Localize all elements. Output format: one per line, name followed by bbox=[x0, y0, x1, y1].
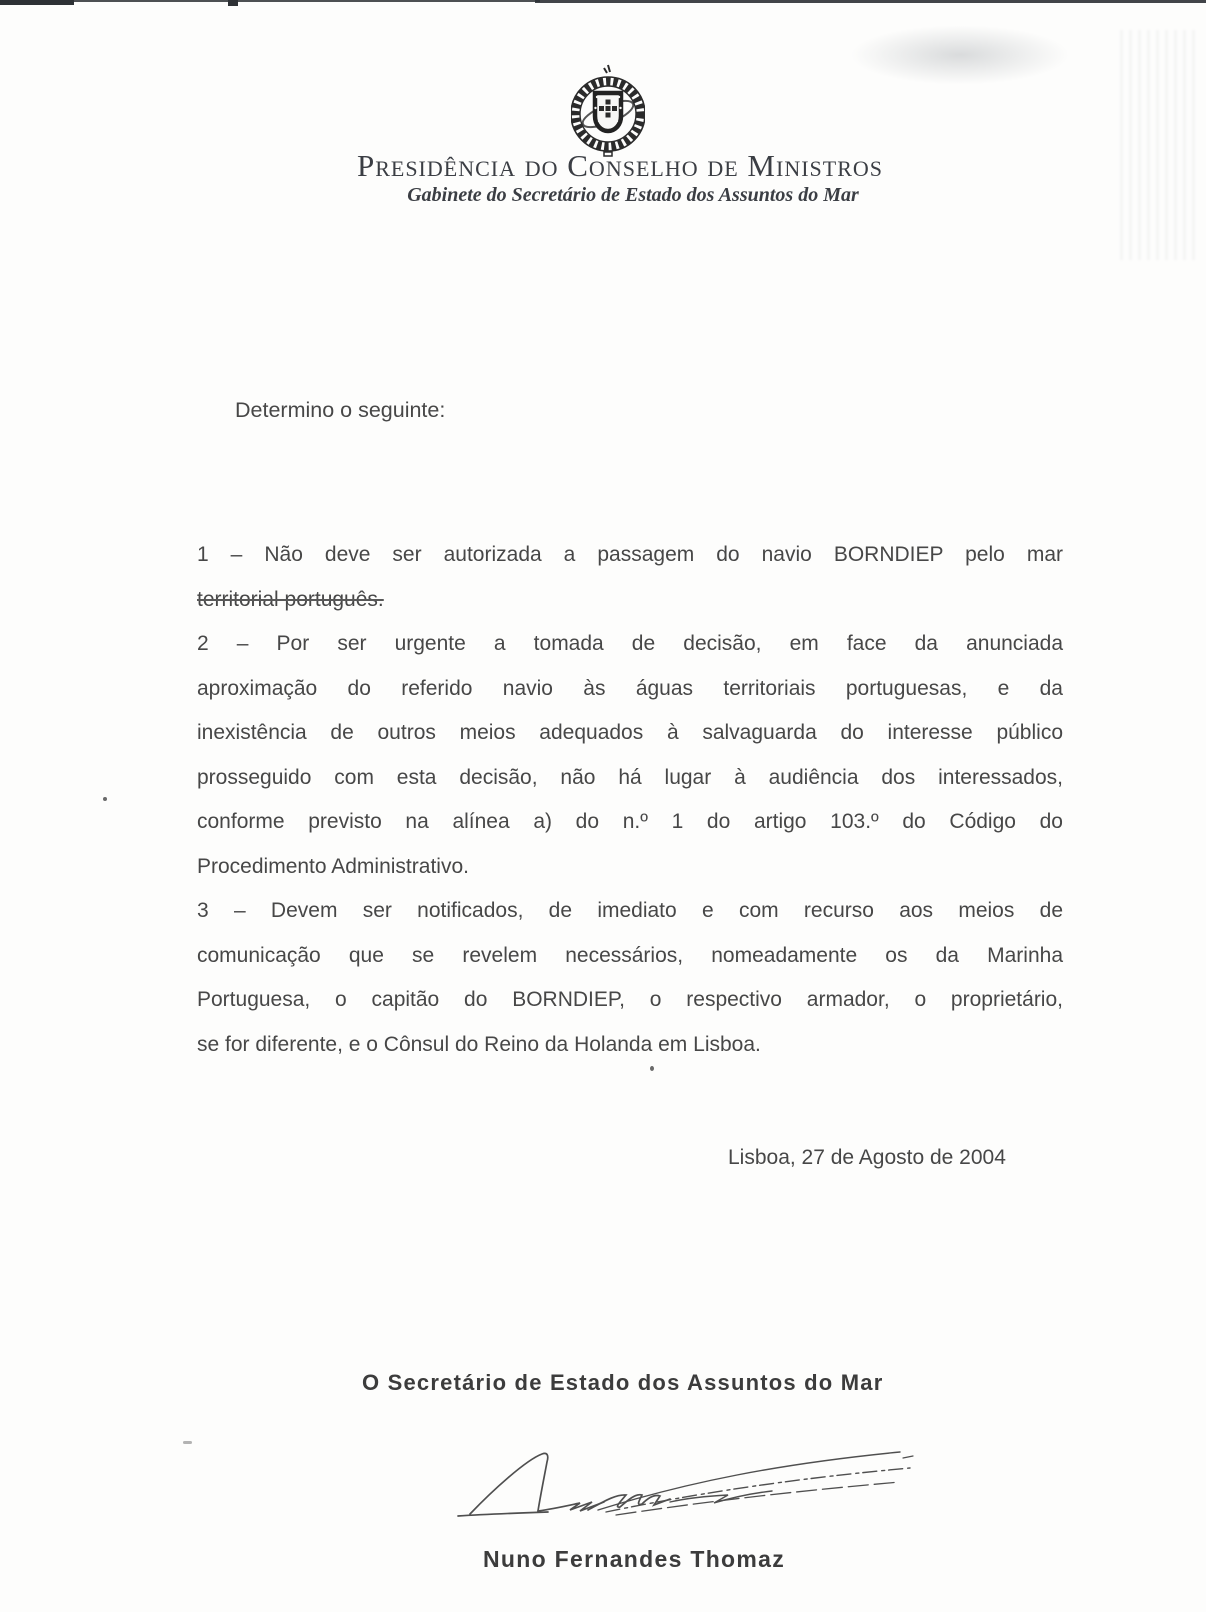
intro-line: Determino o seguinte: bbox=[235, 398, 446, 422]
handwritten-signature bbox=[448, 1440, 918, 1525]
document-line: Procedimento Administrativo. bbox=[197, 854, 469, 878]
scan-edge-artifact bbox=[535, 0, 1206, 3]
letter-body bbox=[197, 533, 1063, 1067]
signatory-name: Nuno Fernandes Thomaz bbox=[483, 1546, 786, 1572]
document-line: se for diferente, e o Cônsul do Reino da Holanda em Lisboa. bbox=[197, 1032, 761, 1056]
dateline: Lisboa, 27 de Agosto de 2004 bbox=[728, 1146, 1006, 1169]
scan-speck bbox=[183, 1441, 192, 1444]
scan-edge-artifact bbox=[60, 0, 540, 2]
scan-smudge-artifact bbox=[850, 25, 1070, 85]
document-line: aproximação do referido navio às águas territoriais portuguesas, e da bbox=[197, 676, 1063, 700]
document-line: conforme previsto na alínea a) do n.º 1 do artigo 103.º do Código do bbox=[197, 810, 1063, 833]
document-line: prosseguido com esta decisão, não há lugar à audiência dos interessados, bbox=[197, 765, 1063, 789]
document-line: 1 – Não deve ser autorizada a passagem do navio BORNDIEP pelo mar bbox=[197, 543, 1063, 566]
portugal-coat-of-arms-icon bbox=[571, 64, 645, 158]
document-line: inexistência de outros meios adequados à salvaguarda do interesse público bbox=[197, 721, 1063, 744]
organization-title: Presidência do Conselho de Ministros bbox=[356, 148, 884, 183]
scan-speck bbox=[103, 797, 107, 801]
scan-edge-artifact bbox=[228, 0, 238, 6]
document-line: comunicação que se revelem necessários, nomeadamente os da Marinha bbox=[197, 943, 1063, 967]
document-line: 2 – Por ser urgente a tomada de decisão, em face da anunciada bbox=[197, 632, 1063, 655]
scan-streak-artifact bbox=[1120, 30, 1200, 260]
document-line: Portuguesa, o capitão do BORNDIEP, o respectivo armador, o proprietário, bbox=[197, 988, 1063, 1011]
document-line: 3 – Devem ser notificados, de imediato e com recurso aos meios de bbox=[197, 899, 1063, 922]
organization-subtitle: Gabinete do Secretário de Estado dos Assuntos do Mar bbox=[407, 184, 859, 206]
document-line-struck: territorial português. bbox=[197, 587, 384, 611]
signatory-role: O Secretário de Estado dos Assuntos do Mar bbox=[362, 1370, 884, 1395]
